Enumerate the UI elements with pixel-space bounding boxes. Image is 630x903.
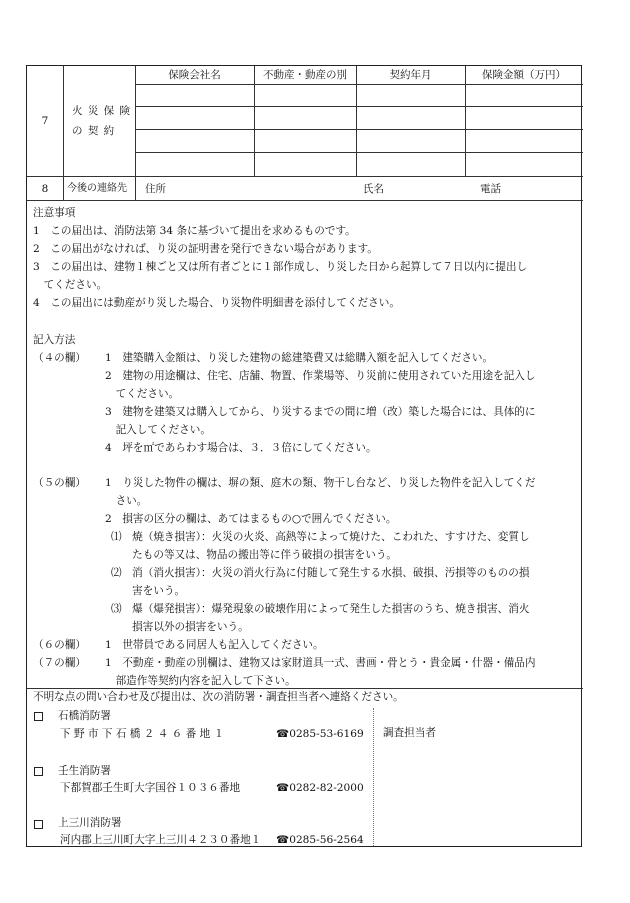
insured-amount-field-3[interactable] [466,130,582,151]
station-phone: ☎0285-53-6169 [276,728,364,740]
phone-icon: ☎ [276,728,290,740]
divider [135,176,136,200]
inquiry-intro: 不明な点の問い合わせ及び提出は、次の消防署・調査担当者へ連絡ください。 [33,691,404,703]
address-label: 住所 [145,183,166,195]
station-phone: ☎0285-56-2564 [276,834,364,846]
section-number-7: 7 [41,115,49,127]
instruction-item: 3 建物を建築又は購入してから、り災するまでの間に増（改）築した場合には、具体的に [105,406,536,418]
instruction-item: 部造作等契約内容を記入して下さい。 [105,675,296,687]
phone-field[interactable] [507,178,579,198]
instruction-item: 2 建物の用途欄は、住宅、店舗、物置、作業場等、り災前に使用されていた用途を記入し [105,370,536,382]
column-header-property-type: 不動産・動産の別 [263,69,347,81]
name-label: 氏名 [363,183,384,195]
property-type-field-2[interactable] [255,107,355,128]
caution-item: 1 この届出は、消防法第 34 条に基づいて提出を求めるものです。 [33,225,356,237]
instruction-item: さい。 [105,495,148,507]
property-type-field-3[interactable] [255,130,355,151]
caution-item: てください。 [33,279,108,291]
phone-icon: ☎ [276,782,290,794]
contract-date-field-3[interactable] [357,130,464,151]
col4-label: （４の欄） [33,352,86,364]
instruction-item: てください。 [105,388,180,400]
divider [63,66,64,176]
station-address: 河内郡上三川町大字上三川４２３０番地１ [60,834,262,846]
col6-label: （６の欄） [33,639,86,651]
insurer-field-2[interactable] [136,107,253,128]
phone-label: 電話 [480,183,501,195]
divider [27,688,583,689]
station-name: 上三川消防署 [58,817,122,829]
station-address: 下 野 市 下 石 橋 ２ ４ ６ 番 地 １ [60,728,225,740]
instruction-item: 1 不動産・動産の別欄は、建物又は家財道具一式、書画・骨とう・貴金属・什器・備品内 [105,657,536,669]
station-checkbox[interactable] [34,767,43,776]
address-field[interactable] [172,178,357,198]
column-header-insurer: 保険会社名 [168,69,221,81]
section-number-8: 8 [41,183,49,195]
notes-section [27,204,583,687]
contract-date-field-1[interactable] [357,85,464,105]
divider [27,200,583,201]
column-header-insured-amount: 保険金額（万円） [482,69,566,81]
property-type-field-1[interactable] [255,85,355,105]
insured-amount-field-1[interactable] [466,85,582,105]
instruction-item: 1 世帯員である同居人も記入してください。 [105,639,324,651]
station-checkbox[interactable] [34,712,43,721]
insured-amount-field-2[interactable] [466,107,582,128]
cautions-heading: 注意事項 [33,207,76,219]
instruction-item: 記入してください。 [105,424,211,436]
damage-type-item: ⑵ 消（消火損害）：火災の消火行為に付随して発生する水損、破損、汚損等のものの損 [111,567,530,579]
contract-date-field-4[interactable] [357,153,464,175]
fire-damage-report-form [26,65,582,847]
instruction-item: 1 建築購入金額は、り災した建物の総建築費又は総購入額を記入してください。 [105,352,494,364]
divider [373,708,374,846]
damage-type-item: ⑶ 爆（爆発損害）：爆発現象の破壊作用によって発生した損害のうち、焼き損害、消火 [111,603,530,615]
insurer-field-3[interactable] [136,130,253,151]
instruction-item: 2 損害の区分の欄は、あてはまるもの○で囲んでください。 [105,513,397,525]
damage-type-item: 害をいう。 [111,585,186,597]
property-type-field-4[interactable] [255,153,355,175]
column-header-contract-date: 契約年月 [389,69,432,81]
caution-item: 3 この届出は、建物１棟ごと又は所有者ごとに１部作成し、り災した日から起算して７日以内に提出し [33,261,528,273]
instructions-heading: 記入方法 [33,334,76,346]
station-name: 石橋消防署 [58,710,111,722]
station-name: 壬生消防署 [58,765,111,777]
divider [27,176,583,177]
insurer-field-1[interactable] [136,85,253,105]
caution-item: 2 この届出がなければ、り災の証明書を発行できない場合があります。 [33,243,378,255]
insurance-label-line1: 火 災 保 険 [72,105,132,117]
caution-item: 4 この届出には動産がり災した場合、り災物件明細書を添付してください。 [33,297,400,309]
col5-label: （５の欄） [33,477,86,489]
col7-label: （７の欄） [33,657,86,669]
insurance-label-line2: の 契 約 [72,125,116,137]
station-address: 下都賀郡壬生町大字国谷１０３６番地 [60,782,241,794]
insurer-field-4[interactable] [136,153,253,175]
divider [63,176,64,200]
insured-amount-field-4[interactable] [466,153,582,175]
instruction-item: 4 坪を㎡であらわす場合は、３．３倍にしてください。 [105,442,377,454]
contract-date-field-2[interactable] [357,107,464,128]
station-checkbox[interactable] [34,820,43,829]
contact-label: 今後の連絡先 [67,183,127,194]
damage-type-item: たもの等又は、物品の搬出等に伴う破損の損害をいう。 [111,549,398,561]
officer-label: 調査担当者 [383,727,436,739]
station-phone: ☎0282-82-2000 [276,782,364,794]
damage-type-item: ⑴ 焼（焼き損害）：火災の火炎、高熱等によって焼けた、こわれた、すすけた、変質し [111,531,530,543]
instruction-item: 1 り災した物件の欄は、塀の類、庭木の類、物干し台など、り災した物件を記入してくだ [105,477,536,489]
phone-icon: ☎ [276,834,290,846]
name-field[interactable] [387,178,477,198]
damage-type-item: 損害以外の損害をいう。 [111,621,249,633]
